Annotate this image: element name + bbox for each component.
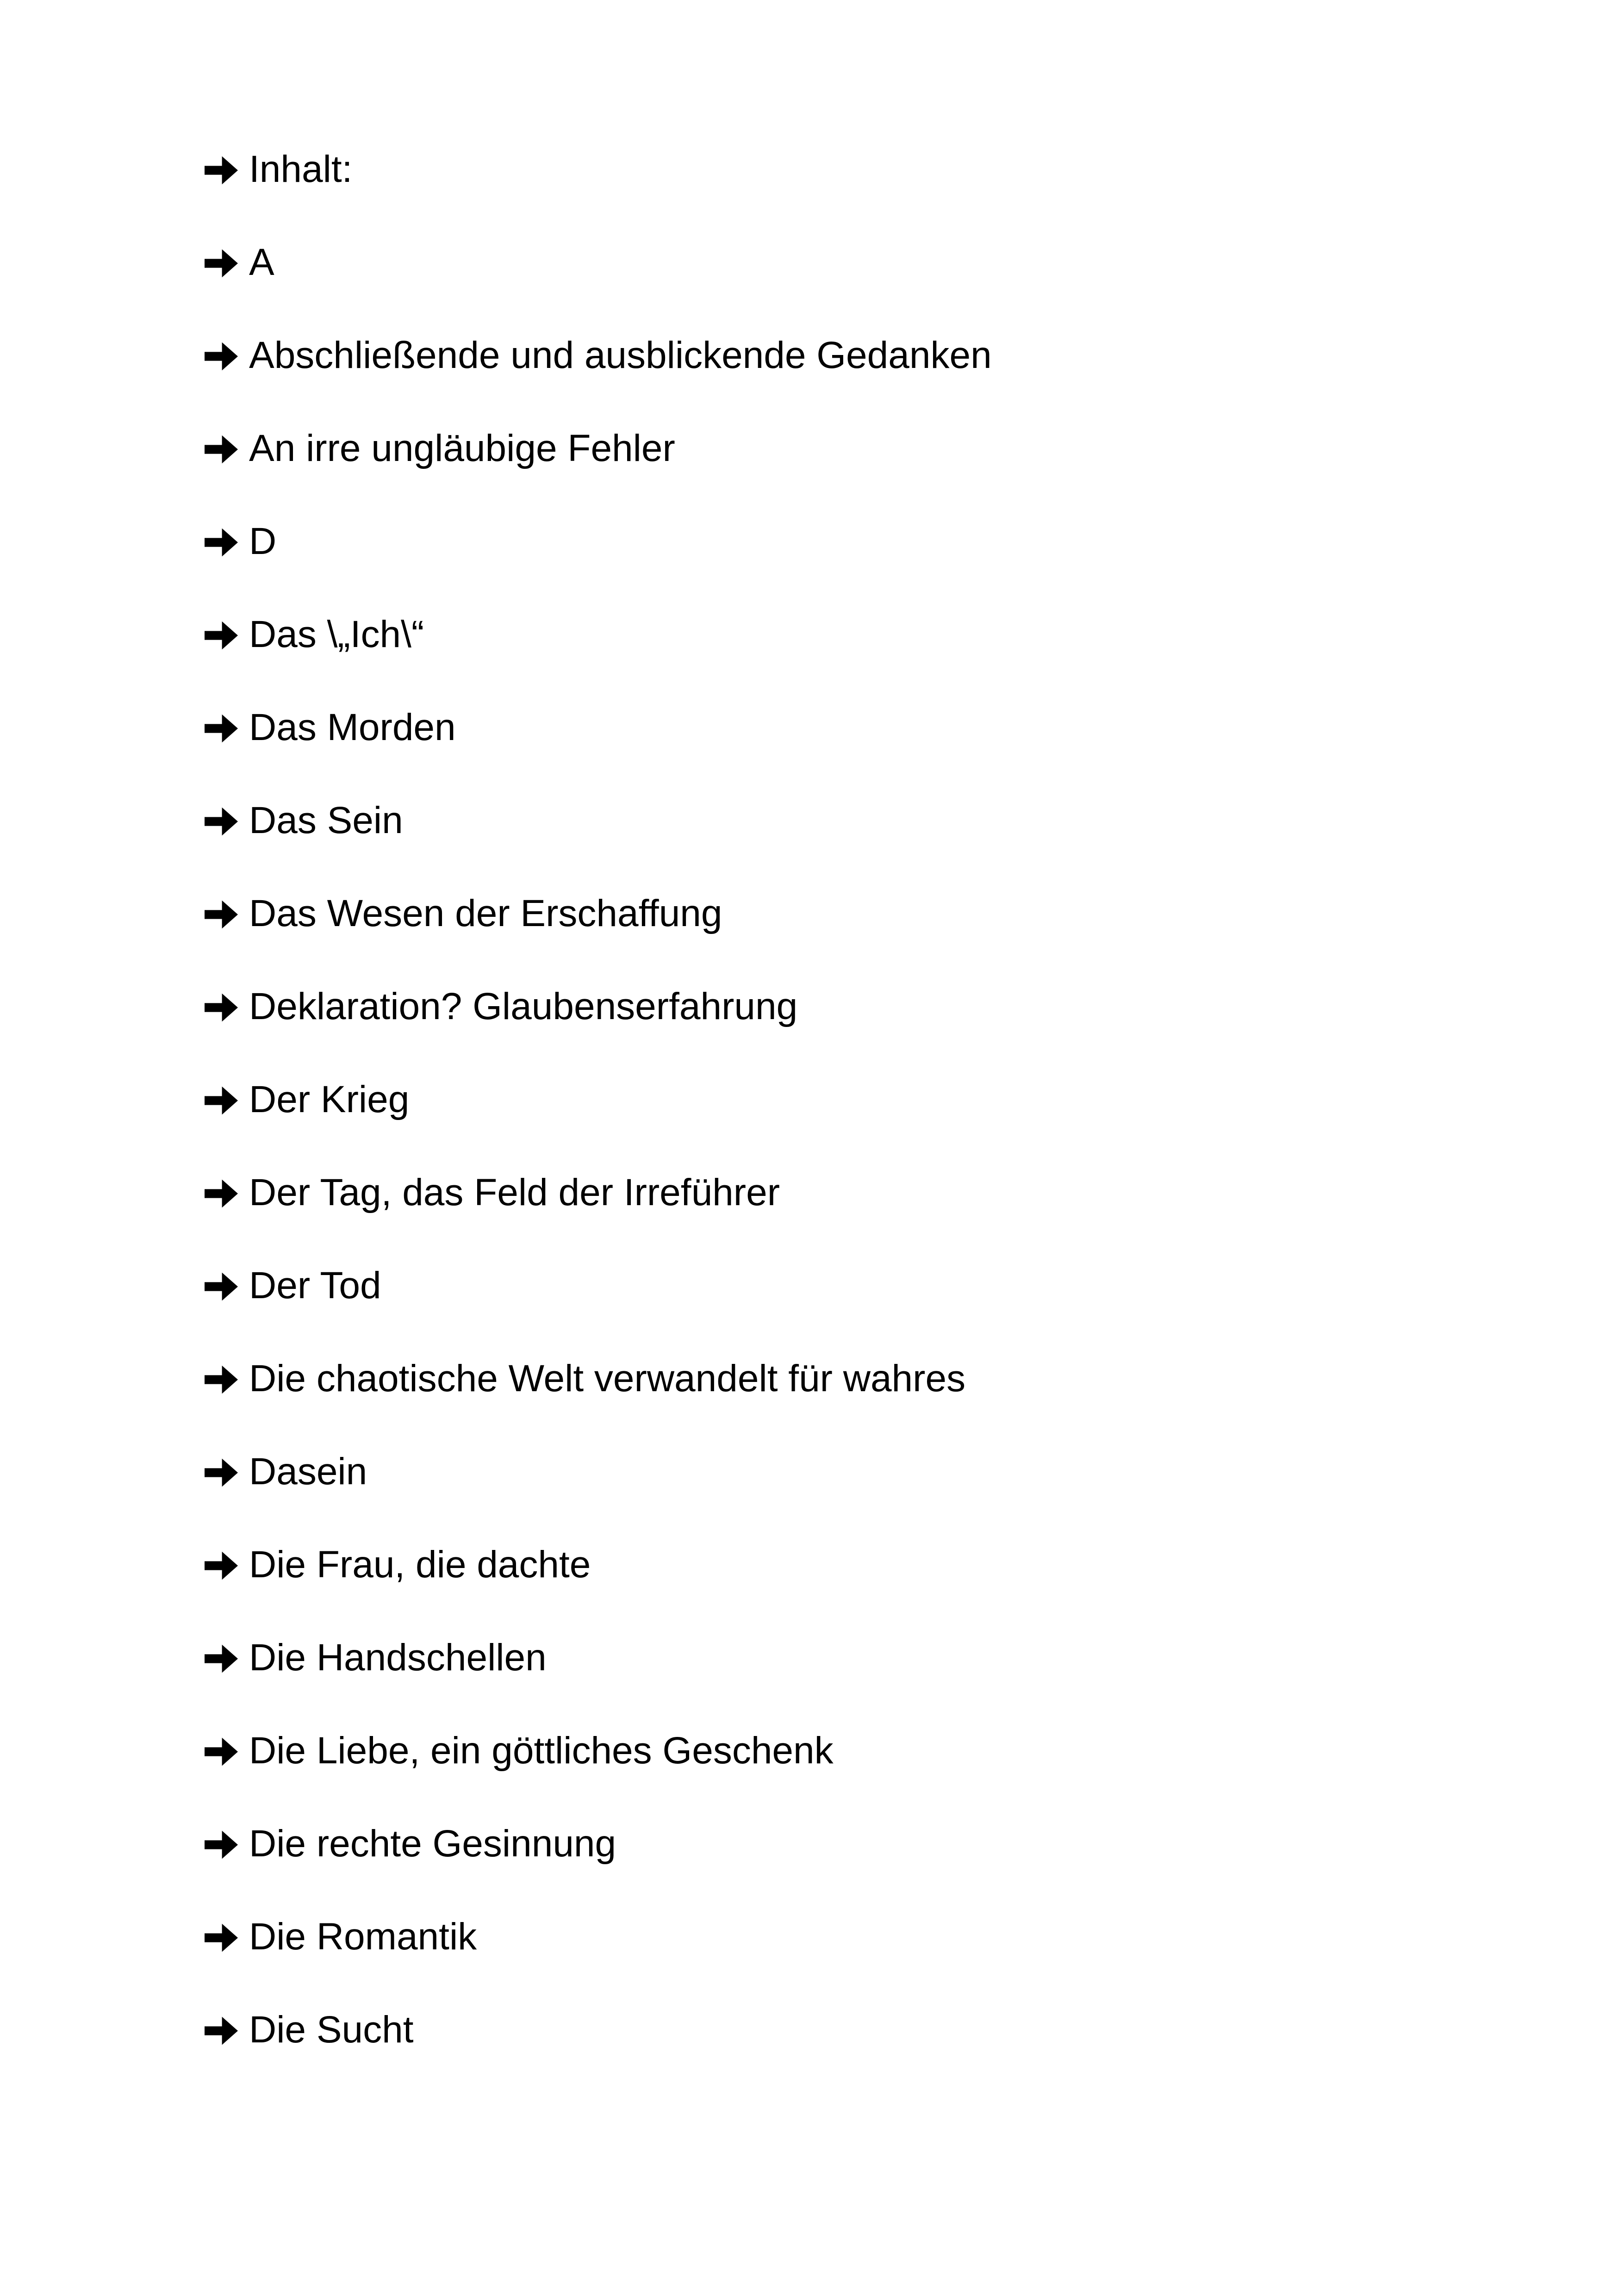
right-arrow-icon (203, 338, 240, 375)
list-item (203, 1906, 992, 1999)
entry-text: Abschließende und ausblickende Gedanken (249, 334, 992, 376)
right-arrow-icon (203, 1640, 240, 1677)
entry-text: Die Handschellen (249, 1636, 547, 1679)
list-item (203, 1069, 992, 1162)
entry-text: A (249, 241, 274, 283)
entry-text: Die Romantik (249, 1916, 477, 1958)
right-arrow-icon (203, 1454, 240, 1491)
list-item (203, 1441, 992, 1534)
list-item (203, 1627, 992, 1720)
entry-text: D (249, 520, 277, 562)
right-arrow-icon (203, 1733, 240, 1770)
list-item (203, 1162, 992, 1255)
right-arrow-icon (203, 617, 240, 654)
entry-text: Das Wesen der Erschaffung (249, 892, 722, 934)
entry-text: Die chaotische Welt verwandelt für wahres (249, 1357, 966, 1400)
entry-text: Der Krieg (249, 1078, 410, 1120)
list-item (203, 1999, 992, 2092)
list-item (203, 976, 992, 1069)
entry-text: An irre ungläubige Fehler (249, 427, 675, 469)
list-item (203, 1534, 992, 1627)
right-arrow-icon (203, 1175, 240, 1212)
right-arrow-icon (203, 1547, 240, 1584)
list-item (203, 697, 992, 790)
right-arrow-icon (203, 1919, 240, 1956)
entry-text: Der Tod (249, 1264, 381, 1307)
entry-text: Dasein (249, 1450, 367, 1493)
entry-text: Die Liebe, ein göttliches Geschenk (249, 1730, 834, 1772)
entry-text: Die Frau, die dachte (249, 1543, 591, 1586)
right-arrow-icon (203, 1361, 240, 1398)
list-item (203, 232, 992, 325)
right-arrow-icon (203, 431, 240, 468)
right-arrow-icon (203, 1268, 240, 1305)
right-arrow-icon (203, 245, 240, 282)
list-item (203, 1348, 992, 1441)
list-item (203, 1720, 992, 1813)
right-arrow-icon (203, 1082, 240, 1119)
list-item (203, 511, 992, 604)
entry-text: Das Morden (249, 706, 456, 748)
entry-text: Die Sucht (249, 2009, 414, 2051)
list-item (203, 418, 992, 511)
right-arrow-icon (203, 1826, 240, 1863)
entry-text: Deklaration? Glaubenserfahrung (249, 985, 798, 1027)
right-arrow-icon (203, 989, 240, 1026)
list-item (203, 139, 992, 232)
list-item (203, 790, 992, 883)
right-arrow-icon (203, 524, 240, 561)
entry-text: Inhalt: (249, 148, 353, 190)
entry-text: Das Sein (249, 799, 403, 841)
right-arrow-icon (203, 152, 240, 189)
entry-text: Die rechte Gesinnung (249, 1823, 616, 1865)
list-item (203, 1255, 992, 1348)
right-arrow-icon (203, 896, 240, 933)
list-item (203, 883, 992, 976)
entry-text: Das \„Ich\“ (249, 613, 424, 655)
entry-text: Der Tag, das Feld der Irreführer (249, 1171, 780, 1213)
list-item (203, 325, 992, 418)
right-arrow-icon (203, 710, 240, 747)
right-arrow-icon (203, 803, 240, 840)
list-item (203, 604, 992, 697)
list-item (203, 1813, 992, 1906)
entry-list (203, 139, 992, 2092)
right-arrow-icon (203, 2012, 240, 2049)
